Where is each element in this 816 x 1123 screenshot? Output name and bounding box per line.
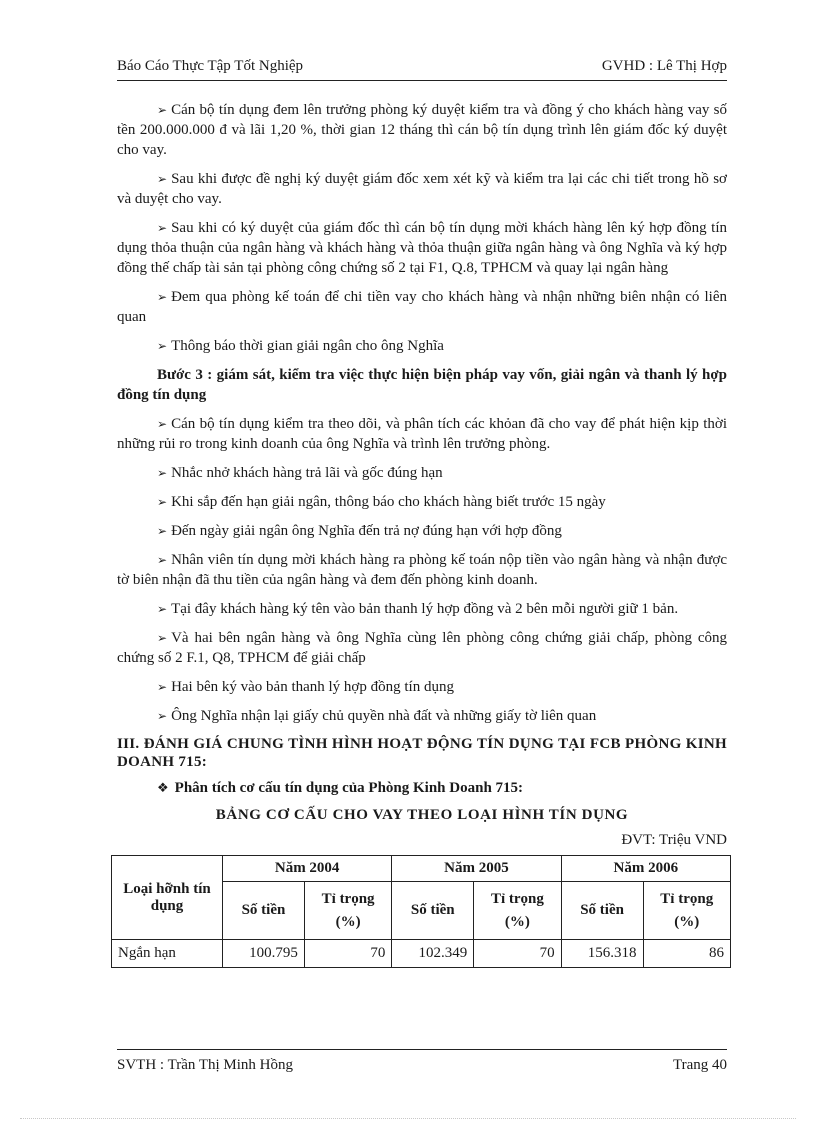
table-cell: 86 [643, 940, 730, 968]
diamond-bullet-icon: ❖ [157, 781, 169, 796]
arrow-bullet-icon: ➢ [157, 339, 168, 353]
arrow-bullet-icon: ➢ [157, 290, 168, 304]
list-item: ➢ Sau khi có ký duyệt của giám đốc thì cán bộ tín dụng mời khách hàng lên ký hợp đồng tín dụng thỏa thuận của ngân hàng và khách hàng và thỏa thuận giữa ngân hàng và ông Nghĩa và ký hợp đồng thế chấp tài sản tại phòng công chứng số 2 tại F1, Q.8, TPHCM và quay lại ngân hàng [117, 220, 727, 276]
year-header: Năm 2004 [223, 856, 392, 882]
list-item: ➢ Tại đây khách hàng ký tên vào bản thanh lý hợp đồng và 2 bên mỗi người giữ 1 bản. [157, 601, 679, 617]
credit-structure-table [111, 855, 731, 968]
report-title: Báo Cáo Thực Tập Tốt Nghiệp [117, 58, 304, 74]
arrow-bullet-icon: ➢ [157, 172, 168, 186]
list-item: ➢ Sau khi được đề nghị ký duyệt giám đốc xem xét kỹ và kiểm tra lại các chi tiết trong hồ sơ và duyệt cho vay. [117, 171, 727, 207]
page-edge-divider [20, 1118, 796, 1119]
analysis-heading: ❖ Phân tích cơ cấu tín dụng của Phòng Kinh Doanh 715: [157, 780, 524, 796]
step-3-heading: Bước 3 : giám sát, kiểm tra việc thực hiện biện pháp vay vốn, giải ngân và thanh lý hợp đồng tín dụng [117, 367, 727, 403]
list-item: ➢ Cán bộ tín dụng đem lên trưởng phòng ký duyệt kiểm tra và đồng ý cho khách hàng vay số tền 200.000.000 đ và lãi 1,20 %, thời gian 12 tháng thì cán bộ tín dụng trình lên giám đốc ký duyệt cho vay. [117, 102, 727, 158]
arrow-bullet-icon: ➢ [157, 495, 168, 509]
arrow-bullet-icon: ➢ [157, 103, 168, 117]
list-item: ➢ Khi sắp đến hạn giải ngân, thông báo cho khách hàng biết trước 15 ngày [157, 494, 606, 510]
unit-label: ĐVT: Triệu VND [621, 832, 727, 848]
list-item: ➢ Nhân viên tín dụng mời khách hàng ra phòng kế toán nộp tiền vào ngân hàng và nhận được tờ biên nhận đã thu tiền của ngân hàng và đem đến phòng kinh doanh. [117, 552, 727, 588]
arrow-bullet-icon: ➢ [157, 221, 168, 235]
list-item: ➢ Đến ngày giải ngân ông Nghĩa đến trả nợ đúng hạn với hợp đồng [157, 523, 562, 539]
list-item: ➢ Đem qua phòng kế toán để chi tiền vay cho khách hàng và nhận những biên nhận có liên quan [117, 289, 727, 325]
list-item: ➢ Ông Nghĩa nhận lại giấy chủ quyền nhà đất và những giấy tờ liên quan [157, 708, 597, 724]
arrow-bullet-icon: ➢ [157, 553, 168, 567]
table-cell: 102.349 [392, 940, 474, 968]
arrow-bullet-icon: ➢ [157, 466, 168, 480]
arrow-bullet-icon: ➢ [157, 602, 168, 616]
arrow-bullet-icon: ➢ [157, 524, 168, 538]
ratio-header: Tỉ trọng (%) [474, 882, 561, 940]
table-row [112, 940, 731, 968]
page-header [117, 58, 727, 81]
student-name: SVTH : Trần Thị Minh Hồng [117, 1057, 294, 1073]
type-header: Loại hỡnh tín dụng [112, 856, 223, 940]
year-header: Năm 2006 [561, 856, 730, 882]
table-cell: 100.795 [223, 940, 305, 968]
list-item: ➢ Nhắc nhở khách hàng trả lãi và gốc đúng hạn [157, 465, 443, 481]
amount-header: Số tiền [223, 882, 305, 940]
amount-header: Số tiền [392, 882, 474, 940]
arrow-bullet-icon: ➢ [157, 709, 168, 723]
ratio-header: Tỉ trọng (%) [643, 882, 730, 940]
table-cell: 156.318 [561, 940, 643, 968]
table-title: BẢNG CƠ CẤU CHO VAY THEO LOẠI HÌNH TÍN DỤNG [215, 807, 629, 823]
arrow-bullet-icon: ➢ [157, 680, 168, 694]
amount-header: Số tiền [561, 882, 643, 940]
page-footer [117, 1049, 727, 1073]
supervisor-name: GVHD : Lê Thị Hợp [601, 58, 727, 74]
section-heading: III. ĐÁNH GIÁ CHUNG TÌNH HÌNH HOẠT ĐỘNG TÍN DỤNG TẠI FCB PHÒNG KINH DOANH 715: [117, 736, 727, 770]
year-header: Năm 2005 [392, 856, 561, 882]
ratio-header: Tỉ trọng (%) [304, 882, 391, 940]
table-cell: 70 [304, 940, 391, 968]
table-cell: 70 [474, 940, 561, 968]
list-item: ➢ Thông báo thời gian giải ngân cho ông Nghĩa [157, 338, 444, 354]
page-number: Trang 40 [672, 1057, 727, 1073]
list-item: ➢ Hai bên ký vào bản thanh lý hợp đồng tín dụng [157, 679, 454, 695]
arrow-bullet-icon: ➢ [157, 417, 168, 431]
arrow-bullet-icon: ➢ [157, 631, 168, 645]
table-cell: Ngắn hạn [112, 940, 223, 968]
list-item: ➢ Cán bộ tín dụng kiểm tra theo dõi, và phân tích các khỏan đã cho vay để phát hiện kịp thời những rủi ro trong kinh doanh của ông Nghĩa và trình lên trưởng phòng. [117, 416, 727, 452]
page-content [117, 100, 727, 968]
list-item: ➢ Và hai bên ngân hàng và ông Nghĩa cùng lên phòng công chứng giải chấp, phòng công chứng số 2 F.1, Q8, TPHCM để giải chấp [117, 630, 727, 666]
